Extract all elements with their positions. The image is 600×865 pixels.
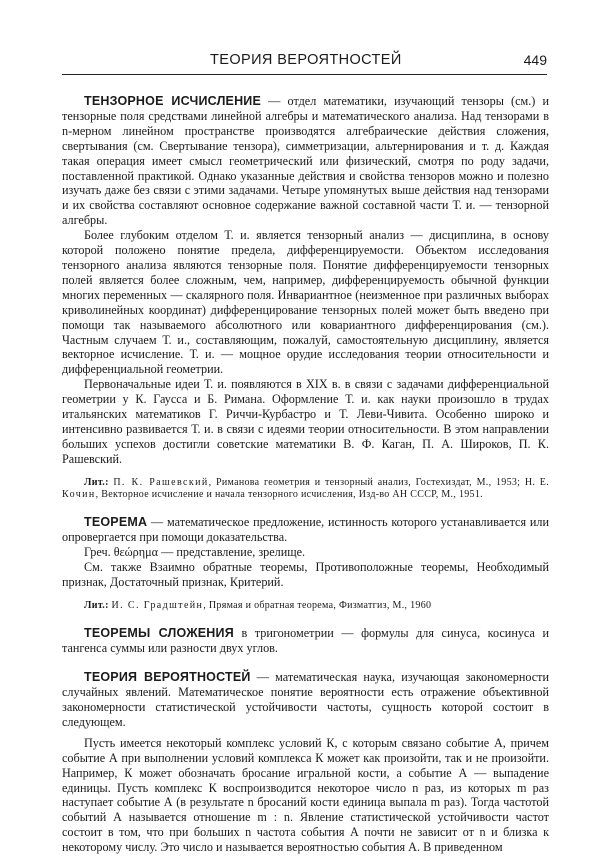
entry-paragraph: ТЕНЗОРНОЕ ИСЧИСЛЕНИЕ — отдел математики, изучающий тензоры (см.) и тензорные поля средствами линейной алгебры и математического анализа. Над тензорами в n-мерном линейном пространстве производятся алгебраические действия сложения, свертывания (см. Свертывание тензора), симметризации, альтернирования и т. д. Каждая такая операция имеет смысл геометрический или физический, смотря по роду задачи, поставленной практикой. Однако указанные действия и свойства тензоров можно и полезно изучать даже без связи с этими задачами. Четыре упомянутых выше действия над тензорами и их свойства составляют основное содержание важной составной части Т. и. — тензорной алгебры. bbox=[62, 94, 549, 228]
running-header bbox=[62, 50, 547, 75]
page-number: 449 bbox=[523, 52, 547, 68]
entry-paragraph: ТЕОРЕМЫ СЛОЖЕНИЯ в тригонометрии — формулы для синуса, косинуса и тангенса суммы или разности двух углов. bbox=[62, 626, 549, 656]
entry-paragraph: Греч. θεώρημα — представление, зрелище. bbox=[84, 545, 306, 560]
literature-reference: Лит.: И. С. Градштейн, Прямая и обратная теорема, Физматгиз, М., 1960 bbox=[84, 600, 432, 611]
page-body bbox=[62, 94, 549, 855]
running-title: ТЕОРИЯ ВЕРОЯТНОСТЕЙ bbox=[210, 52, 402, 68]
entry-theorem bbox=[62, 515, 549, 612]
literature-reference: Лит.: П. К. Рашевский, Риманова геометрия и тензорный анализ, Гостехиздат, М., 1953; Н. Е. Кочин, Векторное исчисление и начала тензорного исчисления, Изд-во АН СССР, М., 1951. bbox=[62, 476, 549, 501]
entry-paragraph: См. также Взаимно обратные теоремы, Противоположные теоремы, Необходимый признак, Достаточный признак, Критерий. bbox=[62, 560, 549, 590]
entry-paragraph: ТЕОРЕМА — математическое предложение, истинность которого устанавливается или опровергается при помощи доказательства. bbox=[62, 515, 549, 545]
entry-addition-theorems bbox=[62, 626, 549, 656]
entry-paragraph: Более глубоким отделом Т. и. является тензорный анализ — дисциплина, в основу которой положено понятие предела, дифференцируемости. Объектом исследования тензорного анализа являются тензорные поля. Понятие дифференцируемости тензорных полей является более сложным, чем, например, дифференцируемость обычной функции многих переменных — скалярного поля. Инвариантное (неизменное при различных выборах криволинейных координат) дифференцирование тензорных полей может быть введено при помощи так называемого абсолютного или ковариантного дифференцирования (см.). Частным случаем Т. и., составляющим, пожалуй, самостоятельную дисциплину, является векторное исчисление. Т. и. — мощное орудие исследования теории относительности и дифференциальной геометрии. bbox=[62, 228, 549, 377]
entry-paragraph: Пусть имеется некоторый комплекс условий К, с которым связано событие А, причем событие А при выполнении условий комплекса К может как произойти, так и не произойти. Например, К может обозначать бросание игральной кости, а событие А — выпадение единицы. Пусть комплекс К воспроизводится некоторое число n раз, из которых m раз наступает событие А (в результате n бросаний кости единица выпала m раз). Тогда частотой событий А называется отношение m : n. Явление статистической устойчивости частот состоит в том, что при больших n частота события А почти не зависит от n и близка к некоторому числу. Это число и называется вероятностью события А. В приведенном bbox=[62, 735, 549, 855]
entry-heading: ТЕОРИЯ ВЕРОЯТНОСТЕЙ bbox=[84, 670, 251, 685]
entry-paragraph: Первоначальные идеи Т. и. появляются в XIX в. в связи с задачами дифференциальной геометрии у К. Гаусса и Б. Римана. Оформление Т. и. как науки произошло в трудах итальянских математиков Г. Риччи-Курбастро и Т. Леви-Чивита. Особенно широко и интенсивно развивается Т. и. в связи с идеями теории относительности. В этом направлении больших успехов достигли советские математики В. Ф. Каган, П. А. Широков, П. К. Рашевский. bbox=[62, 377, 549, 466]
entry-heading: ТЕНЗОРНОЕ ИСЧИСЛЕНИЕ bbox=[84, 94, 262, 108]
entry-tensor-calculus bbox=[62, 94, 549, 501]
entry-paragraph: ТЕОРИЯ ВЕРОЯТНОСТЕЙ — математическая наука, изучающая закономерности случайных явлений. Математическое понятие вероятности есть отражение объективной закономерности статистической устойчивости частоты, сущность которой состоит в следующем. bbox=[62, 670, 550, 729]
entry-probability-theory bbox=[62, 670, 549, 855]
entry-heading: ТЕОРЕМЫ СЛОЖЕНИЯ bbox=[84, 626, 234, 641]
entry-heading: ТЕОРЕМА bbox=[84, 515, 148, 530]
